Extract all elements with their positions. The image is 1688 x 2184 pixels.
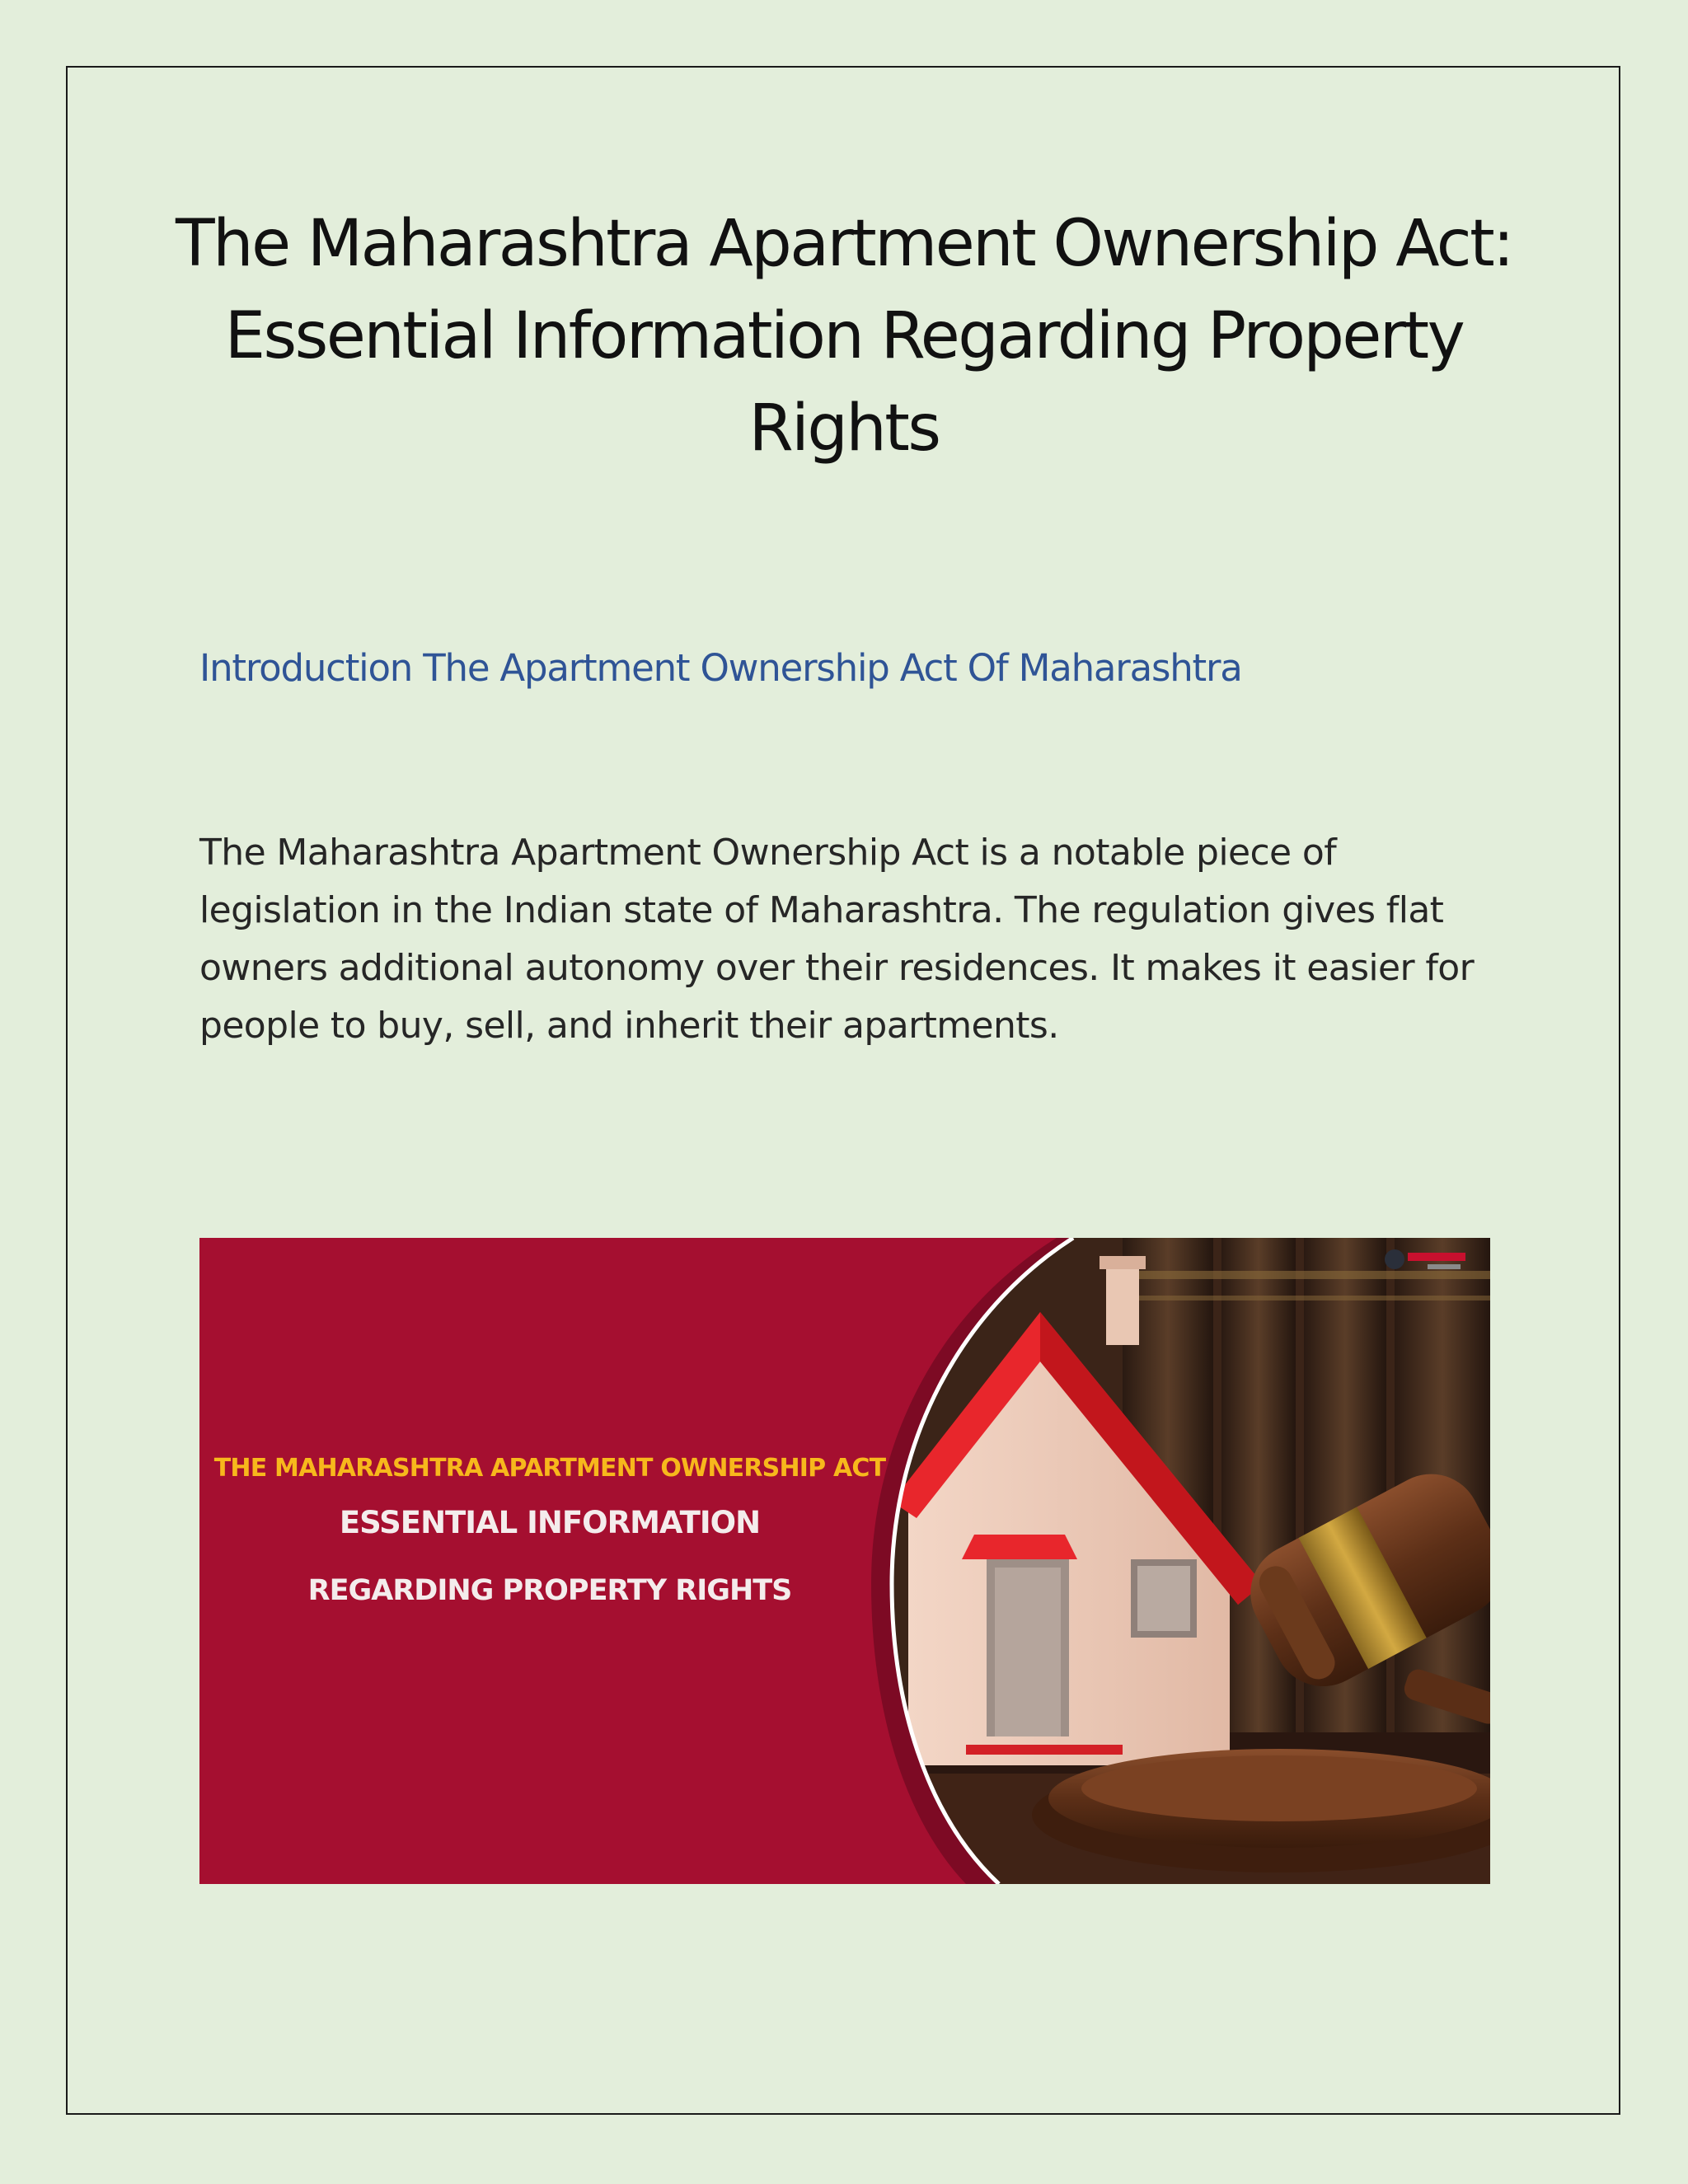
section-heading: Introduction The Apartment Ownership Act Of Maharashtra <box>199 646 1242 690</box>
banner-line-essential-information: ESSENTIAL INFORMATION <box>339 1505 761 1540</box>
intro-paragraph: The Maharashtra Apartment Ownership Act is a notable piece of legislation in the Indian state of Maharashtra. The regulation gives flat owners additional autonomy over their residences. It makes it easier for people to buy, sell, and inherit their apartments. <box>199 832 1475 1047</box>
banner-image <box>199 1238 1490 1884</box>
banner-line-act-name: THE MAHARASHTRA APARTMENT OWNERSHIP ACT <box>213 1454 886 1483</box>
banner-line-property-rights: REGARDING PROPERTY RIGHTS <box>307 1574 792 1607</box>
law-book <box>1221 1238 1296 1749</box>
banner-illustration <box>199 1238 1490 1884</box>
document-title: The Maharashtra Apartment Ownership Act: Essential Information Regarding Property Rights <box>176 207 1512 466</box>
